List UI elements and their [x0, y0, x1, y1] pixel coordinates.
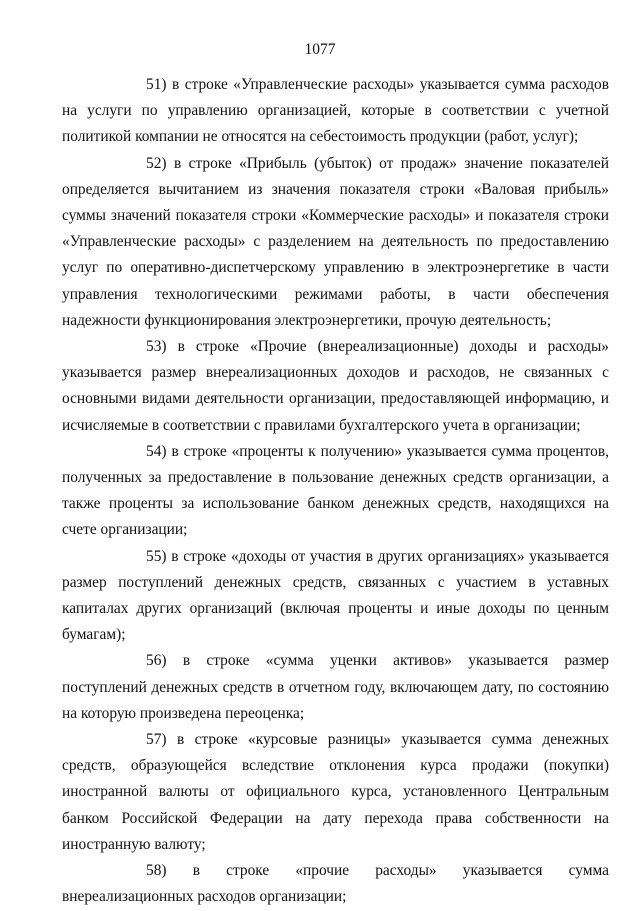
paragraph-55	[62, 544, 609, 649]
item-text: в строке «проценты к получению» указывается сумма процентов, полученных за предоставление в пользование денежных средств организации, а также проценты за использование банком денежных средств, находящихся на счете организации;	[62, 442, 609, 539]
item-number: 54)	[146, 442, 167, 460]
item-number: 51)	[146, 76, 167, 93]
item-text: в строке «прочие расходы» указывается сумма внереализационных расходов организации;	[62, 862, 609, 906]
item-text: в строке «курсовые разницы» указывается сумма денежных средств, образующейся вследствие отклонения курса продажи (покупки) иностранной валюты от официального курса, установленного Центральным банком Российской Федерации на дату перехода права собственности на иностранную валюту;	[62, 731, 609, 853]
paragraph-53	[62, 334, 609, 439]
paragraph-51	[62, 72, 609, 151]
item-text: в строке «Управленческие расходы» указывается сумма расходов на услуги по управлению организацией, которые в соответствии с учетной политикой компании не относятся на себестоимость продукции (работ, услуг);	[62, 76, 609, 146]
paragraph-52	[62, 151, 609, 334]
item-number: 58)	[146, 862, 167, 880]
item-text: в строке «Прибыль (убыток) от продаж» значение показателей определяется вычитанием из значения показателя строки «Валовая прибыль» суммы значений показателя строки «Коммерческие расходы» и показателя строки «Управленческие расходы» с разделением на деятельность по предоставлению услуг по оперативно-диспетчерскому управлению в электроэнергетике в части управления технологическими режимами работы, в части обеспечения надежности функционирования электроэнергетики, прочую деятельность;	[62, 154, 609, 329]
item-number: 53)	[146, 338, 167, 356]
document-body	[62, 72, 609, 911]
item-text: в строке «Прочие (внереализационные) доходы и расходы» указывается размер внереализационных доходов и расходов, не связанных с основными видами деятельности организации, предоставляющей информацию, и исчисляемые в соответствии с правилами бухгалтерского учета в организации;	[62, 338, 609, 434]
paragraph-56	[62, 648, 609, 727]
paragraph-58	[62, 858, 609, 910]
item-text: в строке «доходы от участия в других организациях» указывается размер поступлений денежных средств, связанных с участием в уставных капиталах других организаций (включая проценты и иные доходы по ценным бумагам);	[62, 547, 609, 644]
item-text: в строке «сумма уценки активов» указывается размер поступлений денежных средств в отчетном году, включающем дату, по состоянию на которую произведена переоценка;	[62, 652, 609, 722]
paragraph-54	[62, 439, 609, 544]
item-number: 52)	[146, 154, 167, 172]
item-number: 57)	[146, 731, 167, 749]
item-number: 55)	[146, 547, 167, 565]
page-number: 1077	[304, 41, 336, 58]
item-number: 56)	[146, 652, 167, 670]
paragraph-57	[62, 727, 609, 858]
